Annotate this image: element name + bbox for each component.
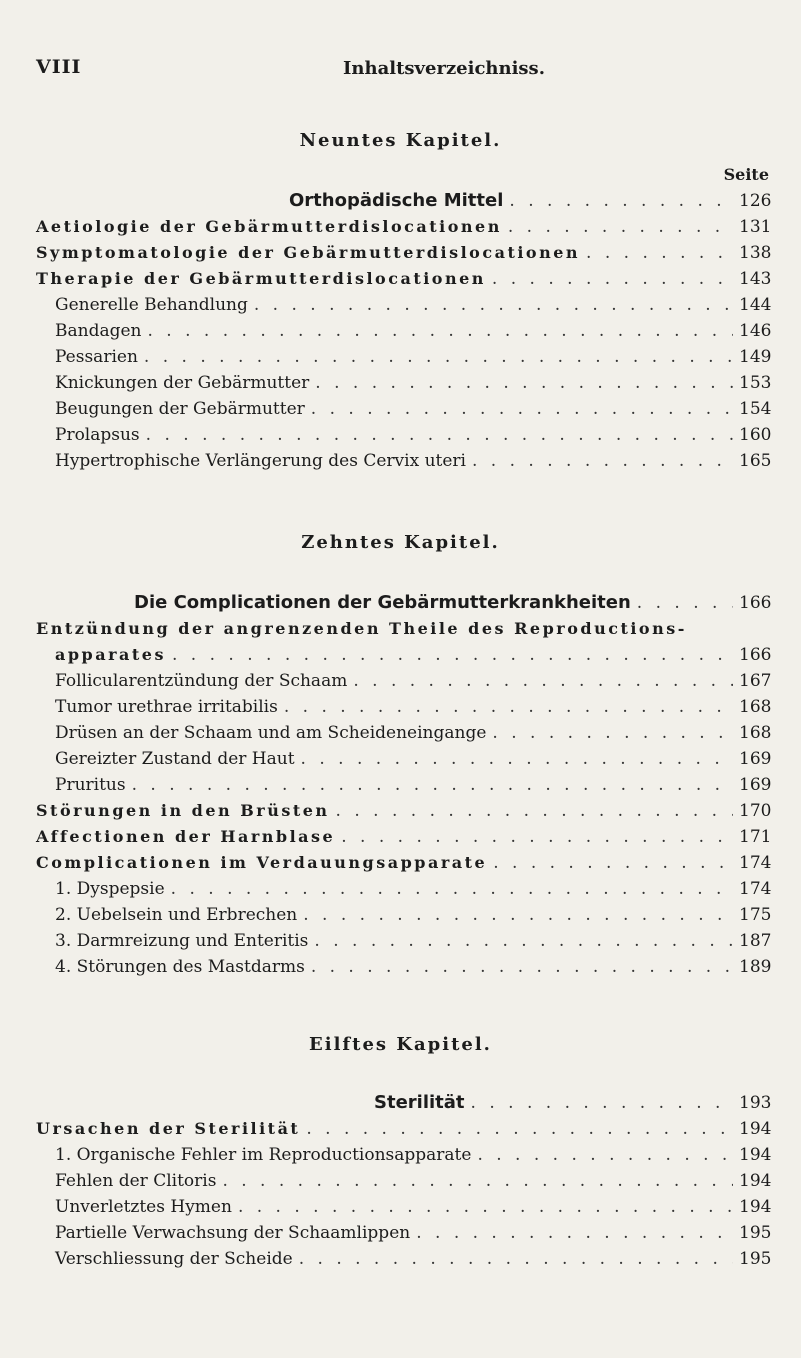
entry-title: Pruritus	[55, 775, 126, 795]
entry-page: 166	[739, 645, 772, 665]
entry-page: 143	[739, 269, 772, 289]
toc-entry	[55, 876, 772, 902]
entry-title: 3. Darmreizung und Enteritis	[55, 931, 309, 951]
entry-title: Hypertrophische Verlängerung des Cervix uteri	[55, 451, 466, 471]
entry-title: Gereizter Zustand der Haut	[55, 749, 295, 769]
entry-page: 174	[739, 853, 772, 873]
entry-title: Tumor urethrae irritabilis	[55, 697, 278, 717]
entry-page: 193	[739, 1093, 772, 1113]
entry-title: Orthopädische Mittel	[289, 190, 504, 211]
entry-title: Prolapsus	[55, 425, 140, 445]
toc-entry	[55, 772, 772, 798]
toc-entry	[134, 590, 772, 616]
entry-page: 168	[739, 697, 772, 717]
entry-title: Generelle Behandlung	[55, 295, 248, 315]
seite-label: Seite	[723, 165, 769, 184]
toc-entry	[36, 266, 772, 292]
toc-entry	[55, 720, 772, 746]
toc-entry	[55, 1194, 772, 1220]
entry-page: 144	[739, 295, 772, 315]
entry-page: 170	[739, 801, 772, 821]
toc-entry	[55, 642, 772, 668]
entry-page: 194	[739, 1145, 772, 1165]
entry-title: Partielle Verwachsung der Schaamlippen	[55, 1223, 411, 1243]
entry-title: Störungen in den Brüsten	[36, 801, 330, 820]
entry-title: Sterilität	[374, 1092, 465, 1113]
entry-page: 169	[739, 749, 772, 769]
toc-entry	[55, 448, 772, 474]
toc-entry	[55, 318, 772, 344]
entry-title: Complicationen im Verdauungsapparate	[36, 853, 488, 872]
entry-title: Symptomatologie der Gebärmutterdislocationen	[36, 243, 581, 262]
entry-title: Knickungen der Gebärmutter	[55, 373, 310, 393]
entry-title: Unverletztes Hymen	[55, 1197, 232, 1217]
entry-page: 153	[739, 373, 772, 393]
toc-entry	[55, 422, 772, 448]
toc-entry	[36, 240, 772, 266]
chapter-heading: Zehntes Kapitel.	[301, 532, 500, 553]
entry-title: 2. Uebelsein und Erbrechen	[55, 905, 298, 925]
entry-title: Verschliessung der Scheide	[55, 1249, 293, 1269]
entry-page: 131	[739, 217, 772, 237]
chapter-heading: Neuntes Kapitel.	[299, 130, 502, 151]
toc-entry	[374, 1090, 772, 1116]
toc-entry	[55, 396, 772, 422]
entry-title: Follicularentzündung der Schaam	[55, 671, 348, 691]
entry-title: Die Complicationen der Gebärmutterkrankheiten	[134, 592, 631, 613]
chapter-heading: Eilftes Kapitel.	[309, 1034, 492, 1055]
entry-title: Pessarien	[55, 347, 138, 367]
toc-entry	[55, 954, 772, 980]
entry-page: 195	[739, 1223, 772, 1243]
entry-page: 166	[739, 593, 772, 613]
entry-title: Bandagen	[55, 321, 142, 341]
toc-entry	[55, 344, 772, 370]
entry-page: 167	[739, 671, 772, 691]
toc-entry	[55, 694, 772, 720]
entry-title: 1. Dyspepsie	[55, 879, 165, 899]
toc-entry	[55, 668, 772, 694]
toc-entry	[55, 1246, 772, 1272]
entry-title: 1. Organische Fehler im Reproductionsapparate	[55, 1145, 472, 1165]
entry-title: Therapie der Gebärmutterdislocationen	[36, 269, 486, 288]
entry-page: 187	[739, 931, 772, 951]
toc-entry	[55, 370, 772, 396]
entry-title: 4. Störungen des Mastdarms	[55, 957, 305, 977]
toc-entry	[36, 850, 772, 876]
entry-page: 174	[739, 879, 772, 899]
entry-title: Beugungen der Gebärmutter	[55, 399, 305, 419]
toc-entry	[55, 292, 772, 318]
entry-page: 146	[739, 321, 772, 341]
entry-page: 154	[739, 399, 772, 419]
toc-entry	[55, 902, 772, 928]
entry-page: 160	[739, 425, 772, 445]
toc-entry-wrapped-line: Entzündung der angrenzenden Theile des Reproductions-	[36, 619, 687, 638]
entry-page: 165	[739, 451, 772, 471]
toc-entry	[36, 798, 772, 824]
toc-entry	[36, 824, 772, 850]
entry-title: Affectionen der Harnblase	[36, 827, 336, 846]
entry-page: 149	[739, 347, 772, 367]
entry-title: Fehlen der Clitoris	[55, 1171, 217, 1191]
toc-entry	[55, 1220, 772, 1246]
entry-title: Aetiologie der Gebärmutterdislocationen	[36, 217, 502, 236]
entry-title: Drüsen an der Schaam und am Scheideneingange	[55, 723, 487, 743]
toc-entry	[289, 188, 772, 214]
entry-page: 189	[739, 957, 772, 977]
entry-title: apparates	[55, 645, 166, 664]
entry-title: Ursachen der Sterilität	[36, 1119, 301, 1138]
entry-page: 171	[739, 827, 772, 847]
toc-entry	[36, 1116, 772, 1142]
running-title: Inhaltsverzeichniss.	[343, 58, 545, 79]
toc-entry	[55, 746, 772, 772]
entry-page: 195	[739, 1249, 772, 1269]
entry-page: 138	[739, 243, 772, 263]
page-number: VIII	[36, 56, 82, 78]
entry-page: 169	[739, 775, 772, 795]
entry-page: 168	[739, 723, 772, 743]
toc-entry	[55, 1142, 772, 1168]
toc-entry	[55, 928, 772, 954]
entry-page: 126	[739, 191, 772, 211]
entry-page: 194	[739, 1171, 772, 1191]
entry-page: 175	[739, 905, 772, 925]
entry-page: 194	[739, 1119, 772, 1139]
toc-entry	[36, 214, 772, 240]
entry-page: 194	[739, 1197, 772, 1217]
toc-entry	[55, 1168, 772, 1194]
